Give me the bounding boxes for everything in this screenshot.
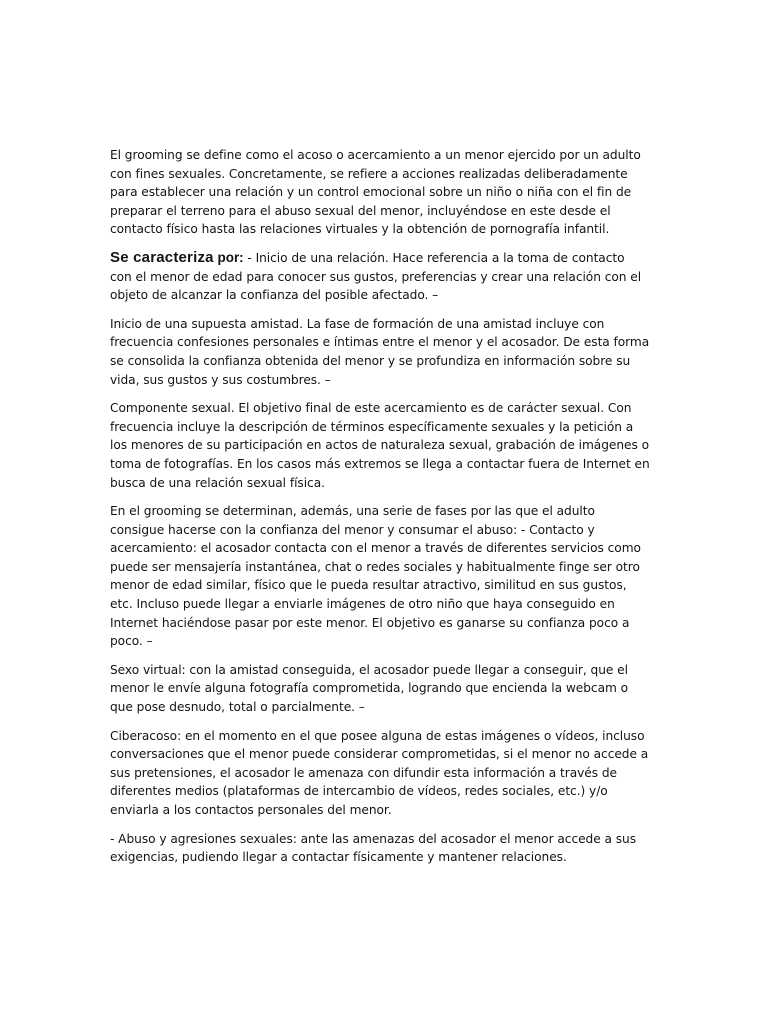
- paragraph-cyberbullying: Ciberacoso: en el momento en el que posee alguna de estas imágenes o vídeos, incluso conversaciones que el menor puede considerar comprometidas, si el menor no accede a sus pretensiones, el acosador le amenaza con difundir esta información a través de diferentes medios (plataformas de intercambio de vídeos, redes sociales, etc.) y/o enviarla a los contactos personales del menor.: [110, 728, 649, 817]
- paragraph-sexual-component: Componente sexual. El objetivo final de este acercamiento es de carácter sexual. Con frecuencia incluye la descripción de términos específicamente sexuales y la petición a los menores de su participación en actos de naturaleza sexual, grabación de imágenes o toma de fotografías. En los casos más extremos se llega a contactar fuera de Internet en busca de una relación sexual física.: [110, 401, 650, 490]
- paragraph-abuse: - Abuso y agresiones sexuales: ante las amenazas del acosador el menor accede a sus exigencias, pudiendo llegar a contactar físicamente y mantener relaciones.: [110, 831, 637, 865]
- paragraph-friendship: Inicio de una supuesta amistad. La fase de formación de una amistad incluye con frecuencia confesiones personales e íntimas entre el menor y el acosador. De esta forma se consolida la confianza obtenida del menor y se profundiza en información sobre su vida, sus gustos y sus costumbres. –: [110, 316, 650, 387]
- paragraph-characterizes-text: - Inicio de una relación. Hace referencia a la toma de contacto con el menor de edad para conocer sus gustos, preferencias y crear una relación con el objeto de alcanzar la confianza del posible afectado. –: [110, 250, 642, 303]
- paragraph-phases: En el grooming se determinan, además, una serie de fases por las que el adulto consigue hacerse con la confianza del menor y consumar el abuso: - Contacto y acercamiento: el acosador contacta con el menor a través de diferentes servicios como puede ser mensajería instantánea, chat o redes sociales y habitualmente finge ser otro menor de edad similar, físico que le pueda resultar atractivo, similitud en sus gustos, etc. Incluso puede llegar a enviarle imágenes de otro niño que haya conseguido en Internet haciéndose pasar por este menor. El objetivo es ganarse su confianza poco a poco. –: [110, 504, 641, 649]
- document-body: [110, 146, 650, 877]
- heading-por: por:: [217, 249, 244, 265]
- heading-se-caracteriza: Se caracteriza: [110, 248, 214, 266]
- paragraph-virtual-sex: Sexo virtual: con la amistad conseguida, el acosador puede llegar a conseguir, que el menor le envíe alguna fotografía comprometida, logrando que encienda la webcam o que pose desnudo, total o parcialmente. –: [110, 662, 629, 715]
- paragraph-intro: El grooming se define como el acoso o acercamiento a un menor ejercido por un adulto con fines sexuales. Concretamente, se refiere a acciones realizadas deliberadamente para establecer una relación y un control emocional sobre un niño o niña con el fin de preparar el terreno para el abuso sexual del menor, incluyéndose en este desde el contacto físico hasta las relaciones virtuales y la obtención de pornografía infantil.: [110, 148, 641, 237]
- paragraph-characterizes: [110, 249, 650, 305]
